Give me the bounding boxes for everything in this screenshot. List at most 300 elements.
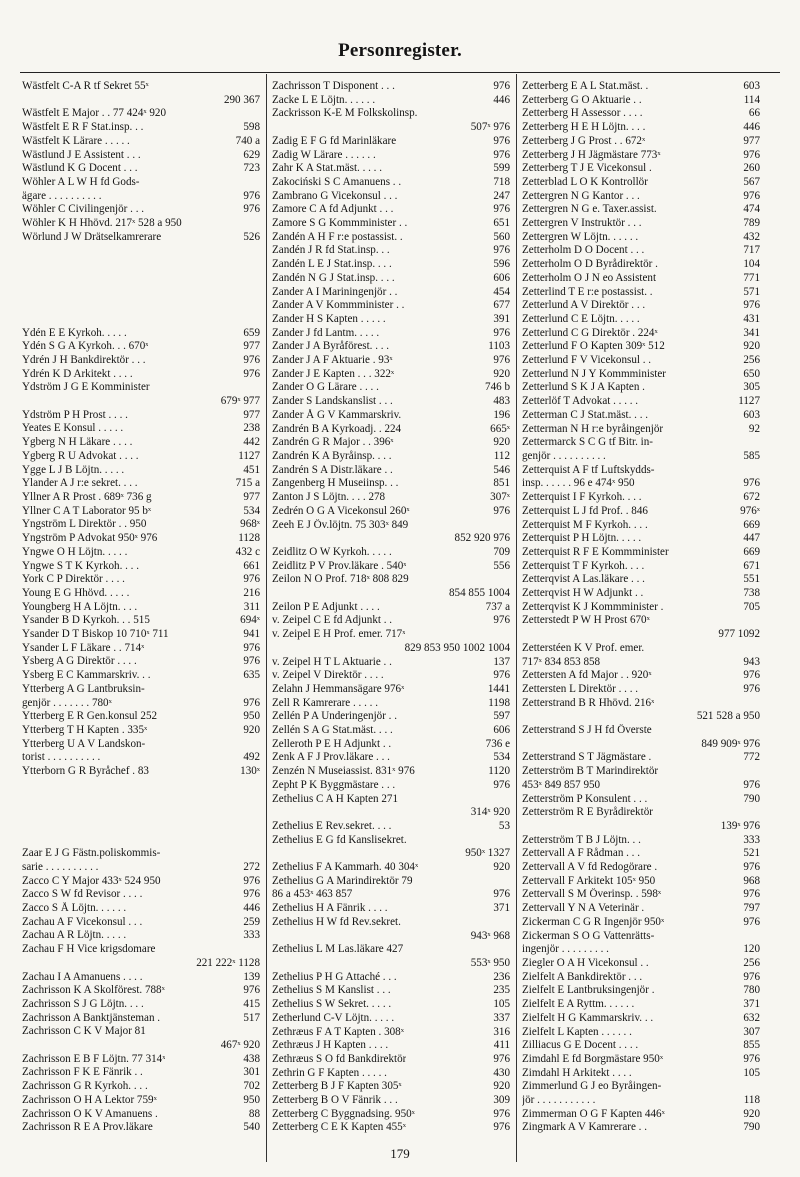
entry-name: Zetterquist L J fd Prof. . 846 bbox=[522, 504, 648, 517]
entry-name: Zielfelt H G Kammarskriv. . . bbox=[522, 1011, 654, 1024]
register-entry bbox=[22, 436, 260, 450]
register-entry bbox=[522, 176, 760, 190]
entry-name: Youngberg H A Löjtn. . . . bbox=[22, 600, 138, 613]
entry-pages: 307ˣ bbox=[490, 491, 510, 504]
entry-name: Ygberg N H Läkare . . . . bbox=[22, 436, 133, 449]
entry-pages: 492 bbox=[243, 751, 260, 764]
register-entry bbox=[272, 656, 510, 670]
entry-name: Zepht P K Byggmästare . . . bbox=[272, 778, 396, 791]
entry-pages: 976 bbox=[743, 970, 760, 983]
entry-name: Zetterberg B J F Kapten 305ˣ bbox=[272, 1080, 402, 1093]
entry-name: Zickerman C G R Ingenjör 950ˣ bbox=[522, 915, 665, 928]
entry-name: Ygberg R U Advokat . . . . bbox=[22, 449, 139, 462]
entry-continuation: 521 528 a 950 bbox=[696, 710, 760, 723]
entry-name: Zachau A F Vicekonsul . . . bbox=[22, 915, 143, 928]
entry-continuation: 314ˣ 920 bbox=[470, 806, 510, 819]
register-entry bbox=[522, 984, 760, 998]
register-entry bbox=[22, 751, 260, 765]
register-entry bbox=[522, 902, 760, 916]
register-entry bbox=[22, 217, 260, 231]
entry-pages: 797 bbox=[743, 902, 760, 915]
entry-pages bbox=[506, 573, 510, 587]
register-entry bbox=[522, 162, 760, 176]
entry-name: Ygge L J B Löjtn. . . . . bbox=[22, 463, 125, 476]
register-entry bbox=[272, 381, 510, 395]
entry-pages: 851 bbox=[493, 477, 510, 490]
entry-pages: 976 bbox=[743, 1052, 760, 1065]
entry-name: Zetterquist P H Löjtn. . . . . bbox=[522, 532, 642, 545]
entry-continuation: 679ˣ 977 bbox=[220, 395, 260, 408]
entry-name: Zickerman S O G Vattenrätts- bbox=[522, 929, 655, 942]
register-entry bbox=[522, 395, 760, 409]
entry-name: Zandrén K A Byråinsp. . . . bbox=[272, 449, 392, 462]
entry-pages: 771 bbox=[743, 271, 760, 284]
entry-name: Zander J A F Aktuarie . 93ˣ bbox=[272, 354, 393, 367]
register-entry bbox=[272, 998, 510, 1012]
entry-name: Wästfelt E R F Stat.insp. . . bbox=[22, 121, 144, 134]
register-entry bbox=[272, 1012, 510, 1026]
entry-name: Zetterberg G O Aktuarie . . bbox=[522, 93, 642, 106]
entry-continuation: 553ˣ 950 bbox=[470, 957, 510, 969]
entry-pages: 976 bbox=[493, 354, 510, 367]
entry-pages: 1128 bbox=[238, 532, 260, 545]
entry-name: Ytterberg A G Lantbruksin- bbox=[22, 682, 145, 695]
register-entry bbox=[522, 697, 760, 711]
register-entry bbox=[272, 751, 510, 765]
entry-name: Zenzén N Museiassist. 831ˣ 976 bbox=[272, 765, 415, 778]
entry-pages: 105 bbox=[743, 1066, 760, 1079]
register-entry bbox=[522, 875, 760, 889]
register-entry bbox=[22, 587, 260, 601]
entry-pages: 977 bbox=[243, 408, 260, 421]
register-entry bbox=[22, 162, 260, 176]
entry-name: Zandrén G R Major . . 396ˣ bbox=[272, 436, 394, 449]
entry-name: Zethelius C A H Kapten 271 bbox=[272, 792, 399, 805]
register-entry bbox=[22, 929, 260, 943]
entry-name: Zacco S W fd Revisor . . . . bbox=[22, 888, 143, 901]
register-entry bbox=[522, 861, 760, 875]
register-entry bbox=[522, 847, 760, 861]
register-entry bbox=[272, 1108, 510, 1122]
entry-pages: 723 bbox=[243, 162, 260, 175]
register-entry bbox=[522, 779, 760, 793]
entry-pages: 976 bbox=[493, 1052, 510, 1065]
entry-pages: 556 bbox=[493, 559, 510, 572]
entry-continuation: 829 853 950 1002 1004 bbox=[404, 641, 510, 654]
entry-pages: 629 bbox=[243, 148, 260, 161]
register-entry bbox=[522, 669, 760, 683]
register-entry bbox=[522, 546, 760, 560]
section-gap bbox=[22, 258, 260, 272]
entry-pages: 976 bbox=[493, 326, 510, 339]
entry-name: Zeidlitz O W Kyrkoh. . . . . bbox=[272, 545, 392, 558]
entry-pages: 976 bbox=[243, 641, 260, 654]
entry-pages: 950 bbox=[243, 710, 260, 723]
register-entry bbox=[272, 491, 510, 505]
entry-pages: 968ˣ bbox=[240, 518, 260, 531]
entry-name: Yngwe O H Löjtn. . . . . bbox=[22, 545, 128, 558]
entry-pages bbox=[506, 916, 510, 930]
register-entry bbox=[522, 560, 760, 574]
register-entry bbox=[522, 135, 760, 149]
entry-name: Zielfelt L Kapten . . . . . . bbox=[522, 1025, 632, 1038]
entry-name: Zambrano G Vicekonsul . . . bbox=[272, 189, 398, 202]
entry-name: Zetterlund A V Direktör . . . bbox=[522, 299, 646, 312]
entry-pages bbox=[506, 875, 510, 889]
register-entry bbox=[272, 340, 510, 354]
entry-name: genjör . . . . . . . . . . bbox=[522, 449, 606, 462]
entry-pages: 517 bbox=[243, 1011, 260, 1024]
entry-pages: 738 bbox=[743, 587, 760, 600]
entry-name: Zethræus F A T Kapten . 308ˣ bbox=[272, 1025, 404, 1038]
entry-pages: 976 bbox=[743, 682, 760, 695]
entry-pages: 521 bbox=[743, 847, 760, 860]
entry-pages bbox=[506, 943, 510, 957]
entry-name: Zetterstrand B R Hhövd. 216ˣ bbox=[522, 696, 655, 709]
entry-name: Zettervall S M Överinsp. . 598ˣ bbox=[522, 888, 662, 901]
register-entry bbox=[22, 710, 260, 724]
entry-pages: 920 bbox=[493, 436, 510, 449]
entry-pages: 1127 bbox=[238, 449, 260, 462]
entry-pages: 256 bbox=[743, 354, 760, 367]
entry-name: Zetterholm O D Byrådirektör . bbox=[522, 258, 658, 271]
entry-name: Zetterberg E A L Stat.mäst. . bbox=[522, 80, 649, 92]
entry-pages bbox=[756, 930, 760, 944]
entry-pages: 976 bbox=[743, 669, 760, 682]
register-entry bbox=[22, 80, 260, 94]
entry-pages: 977 bbox=[743, 134, 760, 147]
register-entry bbox=[522, 765, 760, 779]
entry-pages: 920 bbox=[493, 861, 510, 874]
entry-name: Zethelius H A Fänrik . . . . bbox=[272, 902, 388, 915]
entry-name: Zetterlund N J Y Kommminister bbox=[522, 367, 666, 380]
entry-name: Zetterquist I F Kyrkoh. . . . bbox=[522, 491, 642, 504]
entry-name: Ziegler O A H Vicekonsul . . bbox=[522, 957, 649, 969]
entry-name: Zethelius P H G Attaché . . . bbox=[272, 970, 397, 983]
entry-pages: 790 bbox=[743, 792, 760, 805]
entry-continuation: 943ˣ 968 bbox=[470, 929, 510, 942]
register-entry bbox=[522, 998, 760, 1012]
entry-pages: 66 bbox=[748, 107, 760, 120]
entry-name: Zetterblad L O K Kontrollör bbox=[522, 175, 648, 188]
register-entry bbox=[522, 190, 760, 204]
entry-pages: 391 bbox=[493, 312, 510, 325]
register-entry bbox=[272, 94, 510, 108]
register-entry bbox=[522, 1039, 760, 1053]
entry-pages: 976 bbox=[243, 874, 260, 887]
entry-name: Zimdahl H Arkitekt . . . . bbox=[522, 1066, 632, 1079]
entry-pages: 259 bbox=[243, 915, 260, 928]
entry-pages: 780 bbox=[743, 984, 760, 997]
register-entry bbox=[522, 80, 760, 94]
register-entry bbox=[272, 436, 510, 450]
entry-name: torist . . . . . . . . . . bbox=[22, 751, 101, 764]
entry-name: Zielfelt E A Ryttm. . . . . . bbox=[522, 998, 635, 1011]
register-entry bbox=[522, 409, 760, 423]
entry-pages: 446 bbox=[493, 93, 510, 106]
entry-pages: 1120 bbox=[488, 765, 510, 778]
entry-pages: 976 bbox=[243, 984, 260, 997]
register-entry bbox=[522, 121, 760, 135]
entry-pages: 526 bbox=[243, 230, 260, 243]
entry-continuation: 507ˣ 976 bbox=[470, 121, 510, 134]
entry-pages: 651 bbox=[493, 217, 510, 230]
register-entry bbox=[22, 614, 260, 628]
register-entry bbox=[522, 642, 760, 656]
entry-name: Zelahn J Hemmansägare 976ˣ bbox=[272, 682, 405, 695]
entry-name: Ydström P H Prost . . . . bbox=[22, 408, 128, 421]
register-entry bbox=[272, 258, 510, 272]
register-entry bbox=[272, 217, 510, 231]
entry-pages: 976 bbox=[493, 778, 510, 791]
entry-pages: 432 c bbox=[235, 545, 260, 558]
entry-name: insp. . . . . . 96 e 474ˣ 950 bbox=[522, 477, 635, 490]
entry-pages: 272 bbox=[243, 860, 260, 873]
register-entry bbox=[22, 1066, 260, 1080]
register-entry bbox=[22, 409, 260, 423]
entry-pages: 534 bbox=[243, 504, 260, 517]
entry-name: Zachrisson G R Kyrkoh. . . . bbox=[22, 1080, 148, 1093]
entry-name: Zeeh E J Öv.löjtn. 75 303ˣ 849 bbox=[272, 518, 409, 531]
entry-continuation: 849 909ˣ 976 bbox=[701, 737, 760, 750]
entry-name: Zachrisson C K V Major 81 bbox=[22, 1025, 146, 1038]
entry-name: Zetterberg J G Prost . . 672ˣ bbox=[522, 134, 646, 147]
register-entry bbox=[272, 80, 510, 94]
entry-name: Zetterlund C E Löjtn. . . . . bbox=[522, 312, 640, 325]
entry-pages: 705 bbox=[743, 600, 760, 613]
entry-continuation: 977 1092 bbox=[718, 628, 760, 641]
entry-pages: 669 bbox=[743, 518, 760, 531]
register-column bbox=[272, 80, 510, 1135]
entry-pages: 540 bbox=[243, 1121, 260, 1134]
register-entry bbox=[272, 190, 510, 204]
entry-pages: 976 bbox=[493, 148, 510, 161]
register-entry bbox=[522, 1053, 760, 1067]
entry-name: Ydén S G A Kyrkoh. . . 670ˣ bbox=[22, 340, 149, 353]
entry-name: Zetterlöf T Advokat . . . . . bbox=[522, 395, 639, 408]
register-entry bbox=[522, 601, 760, 615]
register-entry bbox=[522, 916, 760, 930]
entry-pages: 560 bbox=[493, 230, 510, 243]
entry-pages: 483 bbox=[493, 395, 510, 408]
entry-pages: 546 bbox=[493, 463, 510, 476]
entry-name: Zettersten A fd Major . . 920ˣ bbox=[522, 669, 652, 682]
entry-name: Zandén J R fd Stat.insp. . . bbox=[272, 244, 390, 257]
register-entry bbox=[22, 532, 260, 546]
entry-name: Zethelius E Rev.sekret. . . . bbox=[272, 819, 392, 832]
section-gap bbox=[22, 806, 260, 820]
entry-name: Ysberg E C Kammarskriv. . . bbox=[22, 669, 151, 682]
entry-pages bbox=[256, 847, 260, 861]
section-gap bbox=[22, 820, 260, 834]
register-entry bbox=[522, 107, 760, 121]
entry-name: Zetterlind T E r:e postassist. . bbox=[522, 285, 653, 298]
register-entry bbox=[22, 601, 260, 615]
register-entry bbox=[272, 1053, 510, 1067]
entry-pages bbox=[256, 738, 260, 752]
register-entry bbox=[522, 217, 760, 231]
entry-name: Zachau I A Amanuens . . . . bbox=[22, 970, 143, 983]
register-entry bbox=[22, 340, 260, 354]
register-entry bbox=[22, 121, 260, 135]
register-entry bbox=[522, 505, 760, 519]
entry-continuation: 467ˣ 920 bbox=[220, 1039, 260, 1052]
entry-pages: 976 bbox=[243, 655, 260, 668]
register-entry bbox=[272, 724, 510, 738]
entry-pages: 950 bbox=[243, 1093, 260, 1106]
entry-pages bbox=[756, 642, 760, 656]
register-entry bbox=[522, 203, 760, 217]
entry-name: Zander J A Byråförest. . . . bbox=[272, 340, 390, 353]
register-entry bbox=[272, 1039, 510, 1053]
register-entry bbox=[22, 998, 260, 1012]
entry-pages: 772 bbox=[743, 751, 760, 764]
entry-pages: 1441 bbox=[487, 682, 510, 695]
register-entry bbox=[522, 286, 760, 300]
entry-name: Zadig W Lärare . . . . . . bbox=[272, 148, 376, 161]
register-entry bbox=[272, 423, 510, 437]
entry-name: Zetterstedt P W H Prost 670ˣ bbox=[522, 614, 650, 627]
register-entry bbox=[522, 258, 760, 272]
entry-name: Zetterström B T Marindirektör bbox=[522, 765, 659, 778]
register-entry bbox=[272, 971, 510, 985]
entry-pages: 677 bbox=[493, 299, 510, 312]
register-entry bbox=[522, 381, 760, 395]
entry-name: Ydrén K D Arkitekt . . . . bbox=[22, 367, 133, 380]
entry-name: Zetterberg H Assessor . . . . bbox=[522, 107, 643, 120]
register-entry bbox=[22, 765, 260, 779]
entry-name: Ysander D T Biskop 10 710ˣ 711 bbox=[22, 628, 169, 641]
entry-pages bbox=[756, 464, 760, 478]
entry-pages: 316 bbox=[493, 1025, 510, 1038]
entry-name: Zettermarck S C G tf Bitr. in- bbox=[522, 436, 653, 449]
entry-name: Zethelius H W fd Rev.sekret. bbox=[272, 915, 401, 928]
entry-name: 453ˣ 849 857 950 bbox=[522, 778, 601, 791]
register-entry bbox=[272, 1026, 510, 1040]
entry-pages: 311 bbox=[243, 600, 260, 613]
entry-pages: 665ˣ bbox=[490, 422, 510, 435]
entry-name: Yllner C A T Laborator 95 bˣ bbox=[22, 504, 152, 517]
entry-name: Zachrisson S J G Löjtn. . . . bbox=[22, 997, 144, 1010]
register-entry bbox=[522, 930, 760, 944]
register-entry bbox=[22, 546, 260, 560]
register-entry bbox=[272, 313, 510, 327]
entry-pages: 432 bbox=[743, 230, 760, 243]
register-column bbox=[22, 80, 260, 1135]
entry-pages: 139 bbox=[243, 970, 260, 983]
entry-name: Zandén L E J Stat.insp. . . . bbox=[272, 258, 392, 271]
entry-name: Zenk A F J Prov.läkare . . . bbox=[272, 751, 390, 764]
register-entry bbox=[272, 231, 510, 245]
entry-pages: 976 bbox=[243, 888, 260, 901]
entry-pages: 1103 bbox=[488, 340, 510, 353]
entry-continuation: 139ˣ 976 bbox=[720, 819, 760, 832]
register-entry bbox=[272, 135, 510, 149]
entry-name: Ysberg A G Direktör . . . . bbox=[22, 655, 137, 668]
entry-continuation: 852 920 976 bbox=[454, 532, 510, 545]
section-gap bbox=[22, 792, 260, 806]
register-entry bbox=[272, 710, 510, 724]
entry-name: Zeidlitz P V Prov.läkare . 540ˣ bbox=[272, 559, 407, 572]
entry-pages: 746 b bbox=[485, 381, 510, 394]
entry-name: Wästlund K G Docent . . . bbox=[22, 162, 138, 175]
register-entry bbox=[272, 450, 510, 464]
register-entry bbox=[272, 614, 510, 628]
entry-name: Zetterstéen K V Prof. emer. bbox=[522, 641, 645, 654]
entry-name: Ysander B D Kyrkoh. . . 515 bbox=[22, 614, 150, 627]
entry-name: Yeates E Konsul . . . . . bbox=[22, 422, 124, 435]
entry-pages: 301 bbox=[243, 1066, 260, 1079]
entry-pages bbox=[756, 1080, 760, 1094]
register-entry bbox=[22, 1108, 260, 1122]
entry-name: v. Zeipel H T L Aktuarie . . bbox=[272, 655, 392, 668]
entry-name: Zamore S G Kommminister . . bbox=[272, 217, 408, 230]
register-entry bbox=[22, 861, 260, 875]
entry-pages: 855 bbox=[743, 1039, 760, 1052]
entry-name: Zielfelt E Lantbruksingenjör . bbox=[522, 984, 655, 997]
register-column bbox=[522, 80, 760, 1135]
entry-name: Zetterman N H r:e byråingenjör bbox=[522, 422, 664, 435]
register-entry bbox=[22, 683, 260, 697]
register-entry bbox=[272, 861, 510, 875]
entry-pages: 551 bbox=[743, 573, 760, 586]
entry-pages: 920 bbox=[493, 1080, 510, 1093]
entry-pages: 976 bbox=[493, 1121, 510, 1134]
register-entry bbox=[522, 532, 760, 546]
entry-pages: 130ˣ bbox=[240, 765, 260, 778]
entry-pages bbox=[256, 217, 260, 231]
entry-name: sarie . . . . . . . . . . bbox=[22, 860, 99, 873]
register-entry bbox=[272, 683, 510, 697]
entry-name: Wörlund J W Drätselkamrerare bbox=[22, 230, 162, 243]
entry-name: Zetterstrand S J H fd Överste bbox=[522, 724, 652, 737]
entry-name: Zethelius S M Kanslist . . . bbox=[272, 984, 391, 997]
entry-name: Ysander L F Läkare . . 714ˣ bbox=[22, 641, 145, 654]
entry-pages: 976 bbox=[493, 669, 510, 682]
entry-name: Zakociński S C Amanuens . . bbox=[272, 175, 402, 188]
entry-pages: 976 bbox=[243, 696, 260, 709]
entry-pages bbox=[756, 697, 760, 711]
entry-name: Zackrisson K-E M Folkskolinsp. bbox=[272, 107, 418, 120]
register-entry bbox=[22, 902, 260, 916]
entry-name: Zander J E Kapten . . . 322ˣ bbox=[272, 367, 395, 380]
register-entry bbox=[22, 642, 260, 656]
entry-name: Zettergren V Instruktör . . . bbox=[522, 217, 642, 230]
register-entry bbox=[272, 272, 510, 286]
entry-pages: 451 bbox=[243, 463, 260, 476]
section-gap bbox=[22, 834, 260, 848]
register-entry bbox=[272, 299, 510, 313]
register-entry bbox=[22, 1053, 260, 1067]
entry-continuation: 950ˣ 1327 bbox=[465, 847, 510, 860]
entry-name: Zetterqvist H W Adjunkt . . bbox=[522, 587, 644, 600]
register-entry bbox=[522, 464, 760, 478]
entry-pages: 976 bbox=[743, 148, 760, 161]
entry-pages: 256 bbox=[743, 957, 760, 969]
register-entry bbox=[522, 1094, 760, 1108]
entry-name: Zetterquist R F E Kommminister bbox=[522, 545, 669, 558]
entry-pages: 715 a bbox=[235, 477, 260, 490]
register-entry bbox=[522, 573, 760, 587]
register-entry bbox=[272, 409, 510, 423]
register-entry bbox=[22, 1121, 260, 1135]
entry-pages bbox=[256, 381, 260, 395]
entry-pages bbox=[256, 943, 260, 957]
register-entry bbox=[22, 724, 260, 738]
entry-pages: 606 bbox=[493, 724, 510, 737]
entry-pages: 976 bbox=[743, 888, 760, 901]
entry-name: Zacco C Y Major 433ˣ 524 950 bbox=[22, 874, 161, 887]
